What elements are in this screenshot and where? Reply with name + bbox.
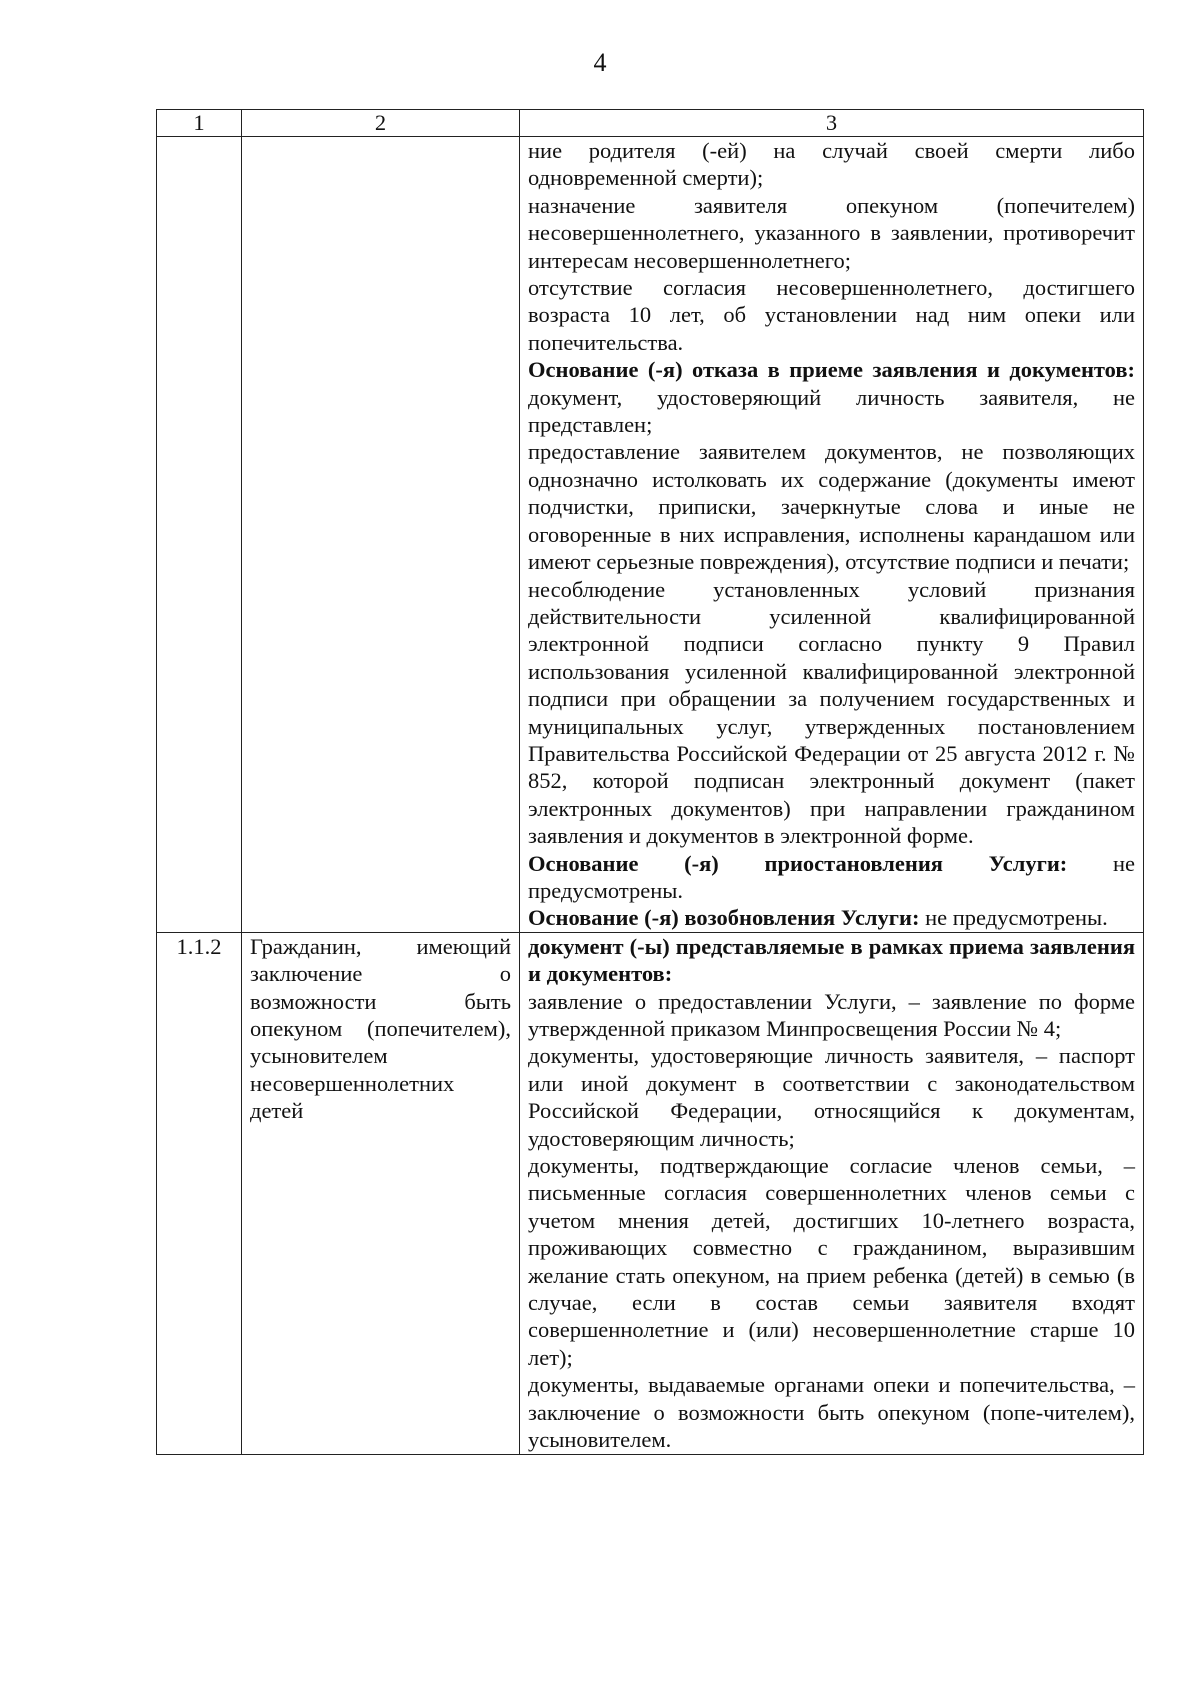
details-paragraph [528, 1152, 1135, 1371]
details-paragraph [528, 576, 1135, 850]
row-number [157, 137, 242, 933]
paragraph-text: предоставление заявителем документов, не позволяющих однозначно истолковать их содержание (документы имеют подчистки, приписки, зачеркнутые слова и иные не оговоренные в них исправления, исполнены карандашом или имеют серьезные повреждения), отсутствие подписи и печати; [528, 439, 1135, 575]
paragraph-label: документ (-ы) представляемые в рамках приема заявления и документов: [528, 933, 1135, 987]
details-paragraph [528, 933, 1135, 988]
row-number: 1.1.2 [157, 932, 242, 1454]
details-paragraph [528, 356, 1135, 438]
details-paragraph [528, 904, 1135, 931]
paragraph-text: документы, удостоверяющие личность заявителя, – паспорт или иной документ в соответствии с законодательством Российской Федерации, относящийся к документам, удостоверяющим личность; [528, 1043, 1135, 1151]
paragraph-text: не предусмотрены. [925, 905, 1108, 931]
paragraph-label: Основание (-я) возобновления Услуги: [528, 905, 920, 931]
table-header-row [157, 110, 1144, 137]
paragraph-text: документ, удостоверяющий личность заявителя, не представлен; [528, 384, 1135, 438]
row-details [520, 932, 1144, 1454]
row-subject: Гражданин, имеющий заключение о возможности быть опекуном (попечителем), усыновителем несовершеннолетних детей [242, 932, 520, 1454]
details-paragraph [528, 850, 1135, 905]
paragraph-text: несоблюдение установленных условий признания действительности усиленной квалифицированной электронной подписи согласно пункту 9 Правил использования усиленной квалифицированной электронной подписи при обращении за получением государственных и муниципальных услуг, утвержденных постановлением Правительства Российской Федерации от 25 августа 2012 г. № 852, которой подписан электронный документ (пакет электронных документов) при направлении гражданином заявления и документов в электронной форме. [528, 576, 1135, 849]
table-row [157, 932, 1144, 1454]
paragraph-label: Основание (-я) приостановления Услуги: [528, 850, 1068, 876]
details-paragraph [528, 438, 1135, 575]
column-header-3: 3 [520, 110, 1144, 137]
row-details [520, 137, 1144, 933]
details-paragraph [528, 274, 1135, 356]
paragraph-text: документы, выдаваемые органами опеки и попечительства, – заключение о возможности быть опекуном (попе-чителем), усыновителем. [528, 1372, 1135, 1453]
page-number: 4 [593, 48, 607, 77]
paragraph-text: назначение заявителя опекуном (попечителем) несовершеннолетнего, указанного в заявлении, противоречит интересам несовершеннолетнего; [528, 192, 1135, 273]
paragraph-text: не предусмотрены. [528, 850, 1136, 903]
details-paragraph [528, 988, 1135, 1043]
paragraph-text: отсутствие согласия несовершеннолетнего, достигшего возраста 10 лет, об установлении над ним опеки или попечительства. [528, 275, 1135, 355]
paragraph-text: ние родителя (-ей) на случай своей смерти либо одновременной смерти); [528, 138, 1135, 191]
table-row [157, 137, 1144, 933]
paragraph-label: Основание (-я) отказа в приеме заявления и документов: [528, 357, 1135, 383]
services-table [156, 109, 1144, 1455]
details-paragraph [528, 137, 1135, 192]
paragraph-text: заявление о предоставлении Услуги, – заявление по форме утвержденной приказом Минпросвещения России № 4; [528, 988, 1135, 1041]
column-header-1: 1 [157, 110, 242, 137]
row-subject [242, 137, 520, 933]
details-paragraph [528, 192, 1135, 274]
details-paragraph [528, 1371, 1135, 1453]
paragraph-text: документы, подтверждающие согласие членов семьи, – письменные согласия совершеннолетних членов семьи с учетом мнения детей, достигших 10-летнего возраста, проживающих совместно с гражданином, выразившим желание стать опекуном, на прием ребенка (детей) в семью (в случае, если в состав семьи заявителя входят совершеннолетние и (или) несовершеннолетние старше 10 лет); [528, 1153, 1135, 1370]
column-header-2: 2 [242, 110, 520, 137]
details-paragraph [528, 1042, 1135, 1152]
